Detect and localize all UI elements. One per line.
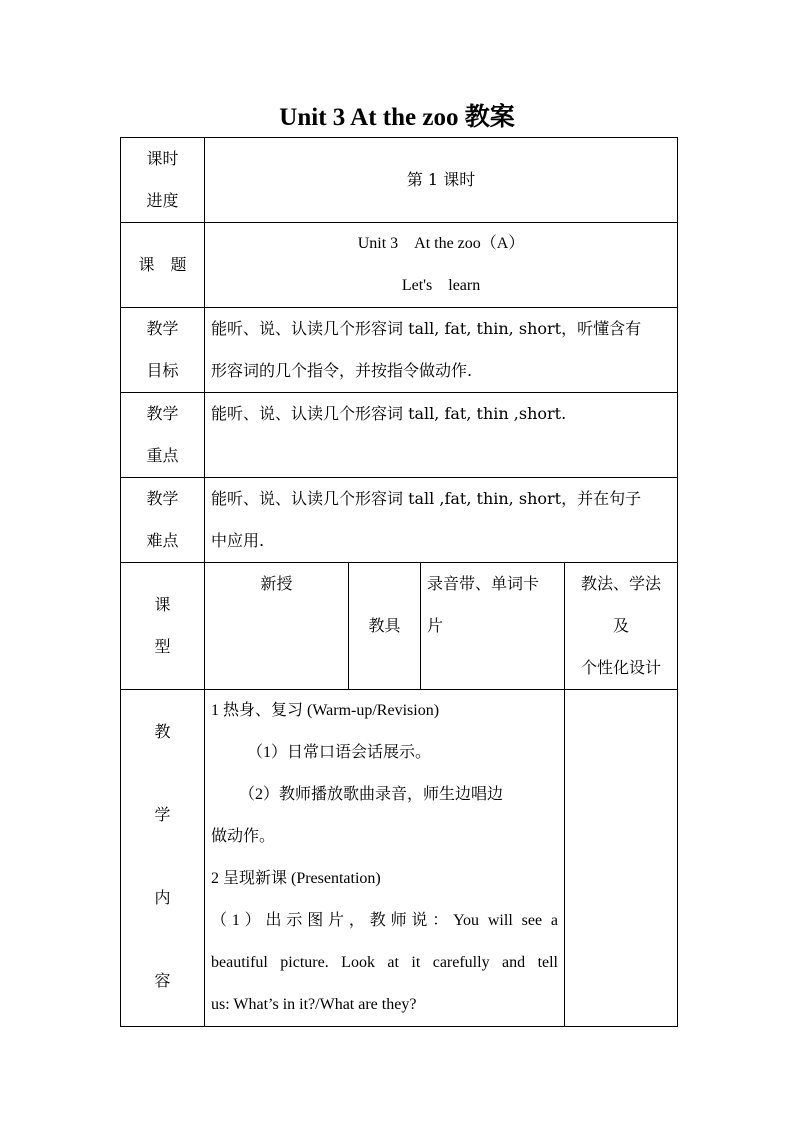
method-header: 教法、学法 及 个性化设计 [565,563,678,690]
topic-label: 课 题 [121,223,205,308]
row-goals [121,308,678,393]
lesson-type-label: 课 型 [121,563,205,690]
content-line: us: What’s in it?/What are they? [211,996,417,1013]
content-line: （1）日常口语会话展示。 [247,744,432,761]
key-points-label: 教学 重点 [121,393,205,478]
content-line: 2 呈现新课 (Presentation) [211,870,381,887]
document-title: Unit 3 At the zoo 教案 [279,104,515,131]
lesson-type-value: 新授 [205,563,349,690]
personalized-design-cell [565,690,678,1027]
row-content [121,690,678,1027]
progress-value: 第 1 课时 [205,138,678,223]
topic-value: Unit 3 At the zoo（A） Let's learn [205,223,678,308]
difficulties-label: 教学 难点 [121,478,205,563]
content-line: （2）教师播放歌曲录音，师生边唱边 [239,786,504,803]
row-key-points [121,393,678,478]
content-line: 1 热身、复习 (Warm-up/Revision) [211,702,440,719]
progress-label: 课时 进度 [121,138,205,223]
teaching-aids-label: 教具 [349,563,421,690]
goals-label: 教学 目标 [121,308,205,393]
content-label: 教 学 内 容 [121,690,205,1027]
content-line: beautiful picture. Look at it carefully and tell [211,954,558,971]
goals-value: 能听、说、认读几个形容词 tall, fat, thin, short，听懂含有 形容词的几个指令，并按指令做动作. [205,308,678,393]
difficulties-value: 能听、说、认读几个形容词 tall ,fat, thin, short，并在句子 中应用. [205,478,678,563]
content-body [205,690,565,1027]
row-topic [121,223,678,308]
lesson-plan-table [120,137,678,1027]
content-line: 做动作。 [211,828,276,845]
row-lesson-type [121,563,678,690]
teaching-aids-value: 录音带、单词卡 片 [421,563,565,690]
row-progress [121,138,678,223]
key-points-value: 能听、说、认读几个形容词 tall, fat, thin ,short. [205,393,678,478]
content-line: （1）出示图片，教师说：You will see a [211,912,558,929]
row-difficulties [121,478,678,563]
